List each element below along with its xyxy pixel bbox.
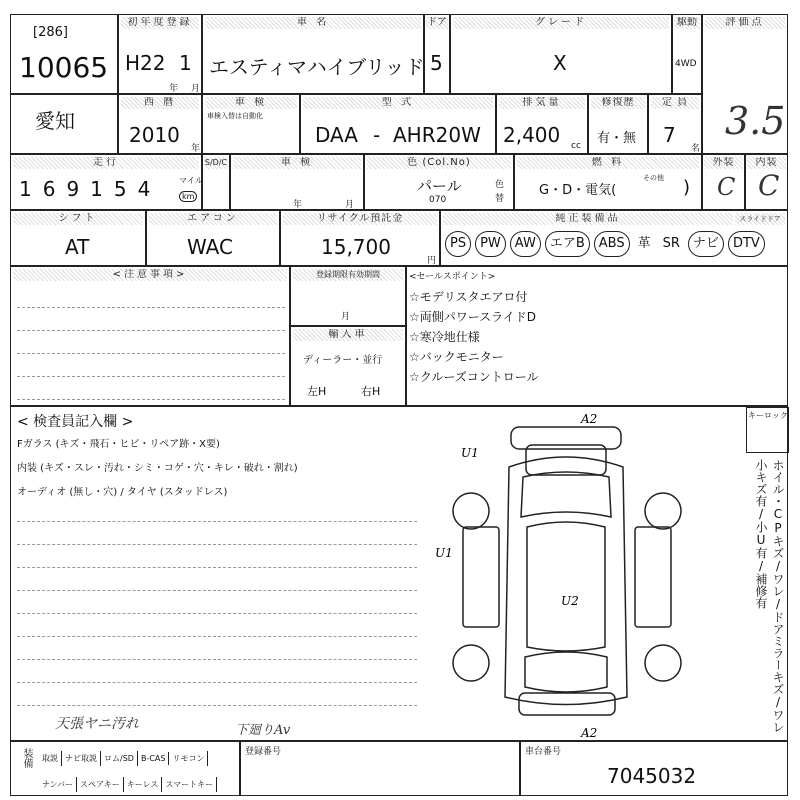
chassis-header: 車台番号 bbox=[525, 747, 562, 757]
inspector-line-audio: オーディオ (無し・穴) / タイヤ (スタッドレス) bbox=[17, 487, 228, 498]
car-name: エスティマハイブリッド bbox=[209, 55, 425, 79]
registration-number-box bbox=[240, 741, 520, 796]
accessories-box bbox=[10, 741, 240, 796]
sdc-header: S/D/C bbox=[204, 158, 228, 167]
km-label: km bbox=[179, 191, 197, 202]
color-box bbox=[364, 154, 514, 210]
inspection-expiry-box bbox=[230, 154, 364, 210]
sales-point: ☆両側パワースライドD bbox=[409, 310, 537, 324]
lot-tag: [286] bbox=[33, 25, 68, 40]
shift-header: シフト bbox=[13, 213, 143, 225]
shift-box bbox=[10, 210, 146, 266]
inspector-line bbox=[17, 591, 417, 614]
displacement-box bbox=[496, 94, 588, 154]
inspector-line bbox=[17, 660, 417, 683]
car-diagram bbox=[431, 407, 731, 742]
accessory-item: 取説 bbox=[39, 751, 62, 766]
left-hand-drive: 左H bbox=[307, 385, 327, 398]
mileage-box bbox=[10, 154, 202, 210]
drive-value: 4WD bbox=[675, 59, 697, 69]
handwritten-note-right: 下廻りAv bbox=[235, 723, 291, 738]
equipment-item: ナビ bbox=[688, 231, 724, 257]
inspector-blank-lines bbox=[17, 499, 417, 706]
accessory-item: キーレス bbox=[124, 777, 163, 792]
displacement: 2,400 bbox=[503, 123, 561, 147]
dealer-parallel: ディーラー・並行 bbox=[303, 355, 383, 366]
mark-roof: U2 bbox=[561, 594, 579, 608]
interior-header: 内装 bbox=[747, 157, 786, 169]
month-mark: 月 bbox=[345, 200, 355, 210]
model-type-box bbox=[300, 94, 496, 154]
car-body bbox=[505, 457, 627, 705]
chassis-number: 7045032 bbox=[607, 764, 697, 788]
fuel-header: 燃 料 bbox=[517, 157, 699, 169]
capacity-unit: 名 bbox=[691, 144, 701, 154]
inspector-line bbox=[17, 568, 417, 591]
displacement-unit: cc bbox=[571, 141, 581, 151]
rear-glass bbox=[525, 652, 607, 692]
first-reg-header: 初年度登録 bbox=[121, 17, 199, 29]
car-name-header: 車 名 bbox=[205, 17, 421, 29]
sales-point: ☆寒冷地仕様 bbox=[409, 330, 480, 344]
inspector-line bbox=[17, 637, 417, 660]
year-mark: 年 bbox=[293, 200, 303, 210]
drive-header: 駆動 bbox=[674, 17, 700, 29]
interior-box bbox=[745, 154, 788, 210]
inspector-title: < 検査員記入欄 > bbox=[17, 414, 134, 430]
mileage: 169154 bbox=[19, 177, 162, 201]
sales-points-box bbox=[406, 266, 788, 406]
capacity-box bbox=[648, 94, 702, 154]
sales-header: <セールスポイント> bbox=[409, 272, 496, 282]
fuel-value: G・D・電気( bbox=[539, 183, 617, 198]
hood bbox=[521, 472, 611, 517]
fuel-other: その他 bbox=[643, 174, 664, 182]
import-box bbox=[290, 326, 406, 406]
roof bbox=[527, 522, 605, 651]
equipment-item: AW bbox=[510, 231, 541, 257]
color-change-2: 替 bbox=[495, 194, 505, 204]
yen-unit: 円 bbox=[427, 256, 437, 266]
first-registration-box bbox=[118, 14, 202, 94]
drive-box bbox=[672, 14, 702, 94]
doors-value: 5 bbox=[430, 51, 443, 75]
registration-deadline-box bbox=[290, 266, 406, 326]
lot-box bbox=[10, 14, 118, 94]
reg-number-header: 登録番号 bbox=[245, 747, 282, 757]
sales-point: ☆モデリスタエアロ付 bbox=[409, 290, 528, 304]
capacity-header: 定 員 bbox=[651, 97, 699, 109]
interior-grade: C bbox=[758, 169, 780, 202]
registration-month: 1 bbox=[179, 51, 192, 75]
equipment-list bbox=[445, 231, 769, 257]
import-header: 輸入車 bbox=[293, 329, 403, 341]
inspection-expiry-header: 車 検 bbox=[233, 157, 361, 169]
type-prefix: DAA bbox=[315, 123, 358, 147]
rear-left-wheel bbox=[453, 645, 489, 681]
car-name-box bbox=[202, 14, 424, 94]
fuel-close: ) bbox=[683, 177, 691, 198]
keyless-box bbox=[746, 407, 789, 453]
inspector-line bbox=[17, 545, 417, 568]
color-change-1: 色 bbox=[495, 180, 505, 190]
exterior-header: 外装 bbox=[704, 157, 743, 169]
era-suffix: 年 bbox=[169, 84, 179, 94]
color-value: パール bbox=[417, 177, 462, 195]
keyless-label: キーロック bbox=[748, 411, 788, 420]
type-dash: - bbox=[373, 123, 381, 147]
doors-box bbox=[424, 14, 450, 94]
accessories-header: 装備 bbox=[21, 748, 32, 768]
reg-deadline-header: 登録期限有効期間 bbox=[293, 269, 403, 281]
year-header: 西 暦 bbox=[121, 97, 199, 109]
equipment-box bbox=[440, 210, 788, 266]
mark-front-bumper: A2 bbox=[581, 412, 598, 426]
grade-box bbox=[450, 14, 672, 94]
mark-rear-bumper: A2 bbox=[581, 726, 598, 740]
inspector-line bbox=[17, 683, 417, 706]
color-header: 色 (Col.No) bbox=[367, 157, 511, 169]
lot-number: 10065 bbox=[19, 51, 109, 84]
right-hand-drive: 右H bbox=[361, 385, 381, 398]
accessory-row-2 bbox=[39, 772, 217, 792]
note-line bbox=[17, 308, 285, 331]
year-unit: 年 bbox=[191, 144, 201, 154]
evaluation-box bbox=[702, 14, 788, 154]
mark-left-side: U1 bbox=[435, 546, 453, 560]
handwritten-note-left: 天張ヤニ汚れ bbox=[55, 716, 139, 732]
chassis-box bbox=[520, 741, 788, 796]
equipment-item: ABS bbox=[594, 231, 630, 257]
inspector-line-interior: 内装 (キズ・スレ・汚れ・シミ・コゲ・穴・キレ・破れ・割れ) bbox=[17, 463, 298, 474]
exterior-box bbox=[702, 154, 745, 210]
rear-right-wheel bbox=[645, 645, 681, 681]
notes-box bbox=[10, 266, 290, 406]
year-box bbox=[118, 94, 202, 154]
repair-value: 有・無 bbox=[597, 131, 637, 146]
ac-box bbox=[146, 210, 280, 266]
equipment-item: PS bbox=[445, 231, 471, 257]
repair-header: 修復歴 bbox=[591, 97, 645, 109]
note-line bbox=[17, 285, 285, 308]
exterior-grade: C bbox=[717, 173, 736, 201]
sdc-box bbox=[202, 154, 230, 210]
inspection-box bbox=[202, 94, 300, 154]
inspector-line bbox=[17, 614, 417, 637]
eval-score: 3.5 bbox=[725, 99, 786, 143]
mileage-header: 走行 bbox=[13, 157, 199, 169]
grade-header: グレード bbox=[453, 17, 669, 29]
inspector-line-glass: Fガラス (キズ・飛石・ヒビ・リペア跡・X要) bbox=[17, 439, 220, 450]
notes-lines bbox=[17, 285, 285, 400]
recycle-fee: 15,700 bbox=[321, 235, 391, 259]
inspection-header: 車 検 bbox=[205, 97, 297, 109]
month-suffix: 月 bbox=[191, 84, 201, 94]
equipment-item: PW bbox=[475, 231, 506, 257]
note-line bbox=[17, 377, 285, 400]
region-box bbox=[10, 94, 118, 154]
accessory-item: スペアキー bbox=[77, 777, 124, 792]
equipment-item: SR bbox=[662, 236, 680, 251]
auction-sheet bbox=[10, 14, 788, 796]
accessory-item: ナンバー bbox=[39, 777, 77, 792]
slide-door-header: スライドドア bbox=[735, 213, 785, 225]
right-doors bbox=[635, 527, 671, 627]
capacity: 7 bbox=[663, 123, 676, 147]
accessory-item: ロム/SD bbox=[101, 751, 138, 766]
shift-value: AT bbox=[65, 235, 90, 259]
equipment-header: 純正装備品 bbox=[443, 213, 733, 225]
grade-value: X bbox=[553, 51, 567, 75]
repair-history-box bbox=[588, 94, 648, 154]
sales-point: ☆クルーズコントロール bbox=[409, 370, 539, 384]
era-year: H22 bbox=[125, 51, 166, 75]
recycle-header: リサイクル預託金 bbox=[283, 213, 437, 225]
note-line bbox=[17, 331, 285, 354]
color-number: 070 bbox=[429, 195, 447, 205]
type-code: AHR20W bbox=[393, 123, 481, 147]
displacement-header: 排気量 bbox=[499, 97, 585, 109]
accessory-item: スマートキー bbox=[162, 777, 217, 792]
fuel-box bbox=[514, 154, 702, 210]
ac-header: エアコン bbox=[149, 213, 277, 225]
front-left-wheel bbox=[453, 493, 489, 529]
inspection-note: 車検入替は自動化 bbox=[207, 112, 263, 120]
front-right-wheel bbox=[645, 493, 681, 529]
equipment-item: エアB bbox=[545, 231, 590, 257]
mile-label: マイル bbox=[179, 176, 203, 185]
sales-point-list bbox=[409, 287, 539, 387]
sales-point: ☆バックモニター bbox=[409, 350, 504, 364]
doors-header: ドア bbox=[427, 17, 447, 28]
accessory-item: リモコン bbox=[169, 751, 208, 766]
ac-value: WAC bbox=[187, 235, 233, 259]
left-doors bbox=[463, 527, 499, 627]
equipment-item: DTV bbox=[728, 231, 765, 257]
region: 愛知 bbox=[35, 109, 75, 133]
mark-front-left: U1 bbox=[461, 446, 479, 460]
inspector-line bbox=[17, 522, 417, 545]
eval-header: 評価点 bbox=[705, 17, 785, 29]
accessory-item: ナビ取説 bbox=[62, 751, 101, 766]
accessory-item: B-CAS bbox=[138, 752, 170, 765]
model-year: 2010 bbox=[129, 123, 180, 147]
inspector-line bbox=[17, 499, 417, 522]
reg-deadline-month: 月 bbox=[341, 312, 351, 322]
notes-header: <注意事項> bbox=[13, 269, 287, 281]
model-type-header: 型 式 bbox=[303, 97, 493, 109]
inspector-box bbox=[10, 406, 788, 741]
equipment-item: 革 bbox=[637, 236, 651, 251]
accessory-row-1 bbox=[39, 746, 208, 766]
recycle-box bbox=[280, 210, 440, 266]
note-line bbox=[17, 354, 285, 377]
wheel-damage-legend: ホイル・CPキズ/ワレ/ドアミラーキズ/ワレ 小キズ有/小U有/補修有 bbox=[754, 459, 785, 733]
